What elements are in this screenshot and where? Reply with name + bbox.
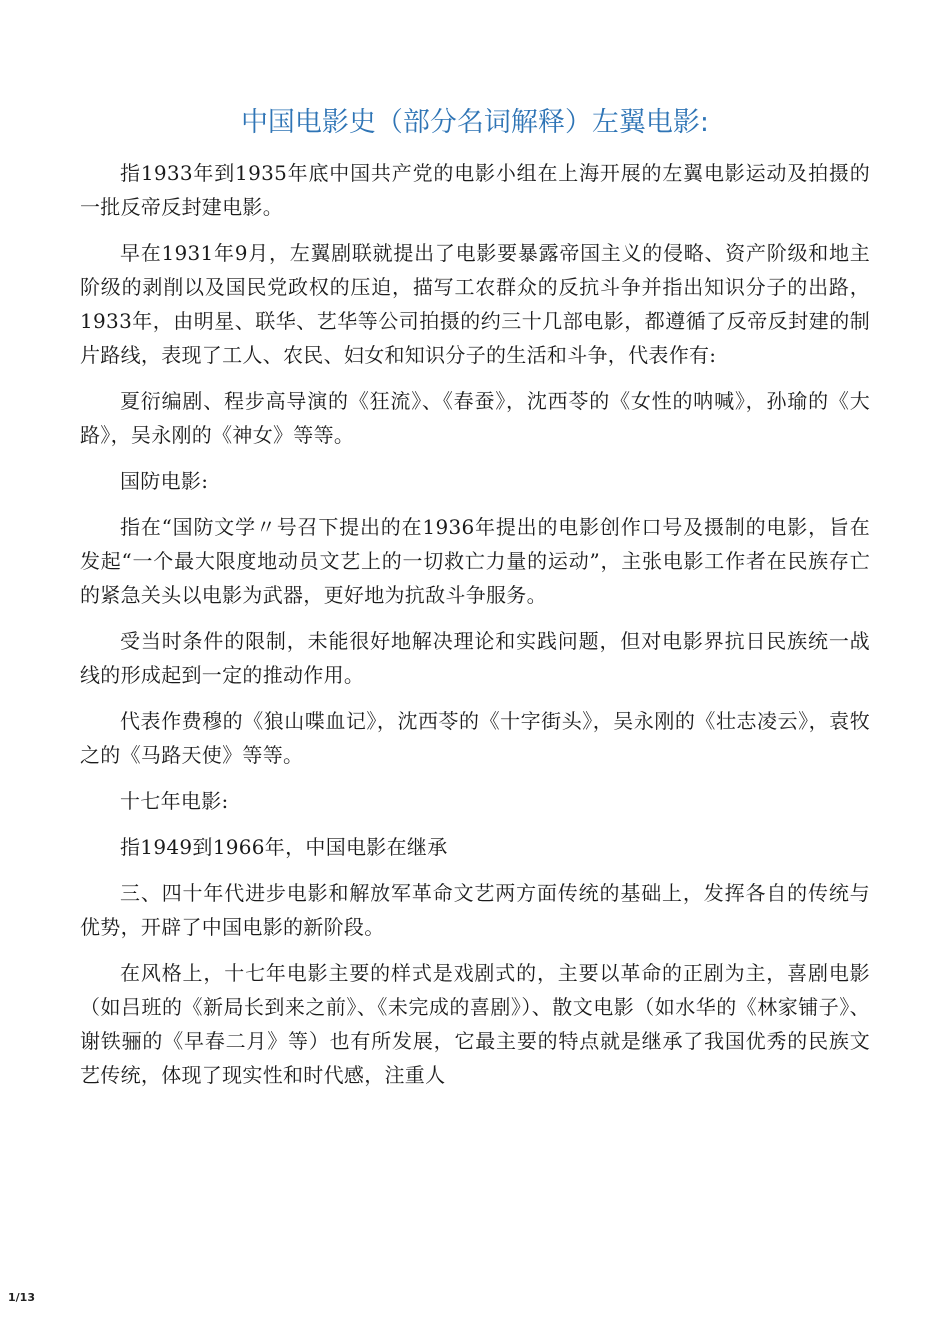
paragraph-national-defense-works: 代表作费穆的《狼山喋血记》，沈西苓的《十字街头》，吴永刚的《壮志凌云》，袁牧之的《马路天使》等等。 — [80, 709, 870, 767]
document-title: 中国电影史（部分名词解释）左翼电影: — [240, 107, 710, 138]
paragraph-left-wing-works: 夏衍编剧、程步高导演的《狂流》、《春蚕》，沈西苓的《女性的呐喊》，孙瑜的《大路》，吴永刚的《神女》等等。 — [80, 389, 870, 447]
paragraph-national-defense-definition: 指在“国防文学〃号召下提出的在1936年提出的电影创作口号及摄制的电影，旨在发起“一个最大限度地动员文艺上的一切救亡力量的运动”，主张电影工作者在民族存亡的紧急关头以电影为武器，更好地为抗敌斗争服务。 — [80, 515, 870, 607]
paragraph-seventeen-years-tradition: 三、四十年代进步电影和解放军革命文艺两方面传统的基础上，发挥各自的传统与优势，开辟了中国电影的新阶段。 — [80, 881, 870, 939]
heading-seventeen-years-film: 十七年电影: — [120, 789, 229, 813]
paragraph-seventeen-years-style: 在风格上，十七年电影主要的样式是戏剧式的，主要以革命的正剧为主，喜剧电影（如吕班的《新局长到来之前》、《未完成的喜剧》）、散文电影（如水华的《林家铺子》、谢铁骊的《早春二月》等）也有所发展，它最主要的特点就是继承了我国优秀的民族文艺传统，体现了现实性和时代感，注重人 — [80, 961, 870, 1087]
paragraph-seventeen-years-period: 指1949到1966年，中国电影在继承 — [120, 835, 448, 859]
heading-national-defense-film: 国防电影: — [120, 469, 209, 493]
paragraph-national-defense-limits: 受当时条件的限制，未能很好地解决理论和实践问题，但对电影界抗日民族统一战线的形成起到一定的推动作用。 — [80, 629, 870, 687]
paragraph-left-wing-definition: 指1933年到1935年底中国共产党的电影小组在上海开展的左翼电影运动及拍摄的一批反帝反封建电影。 — [80, 161, 870, 219]
page-number: 1/13 — [8, 1291, 35, 1304]
paragraph-left-wing-history: 早在1931年9月，左翼剧联就提出了电影要暴露帝国主义的侵略、资产阶级和地主阶级的剥削以及国民党政权的压迫，描写工农群众的反抗斗争并指出知识分子的出路，1933年，由明星、联华、艺华等公司拍摄的约三十几部电影，都遵循了反帝反封建的制片路线，表现了工人、农民、妇女和知识分子的生活和斗争，代表作有: — [80, 241, 870, 367]
document-body — [80, 156, 870, 1104]
